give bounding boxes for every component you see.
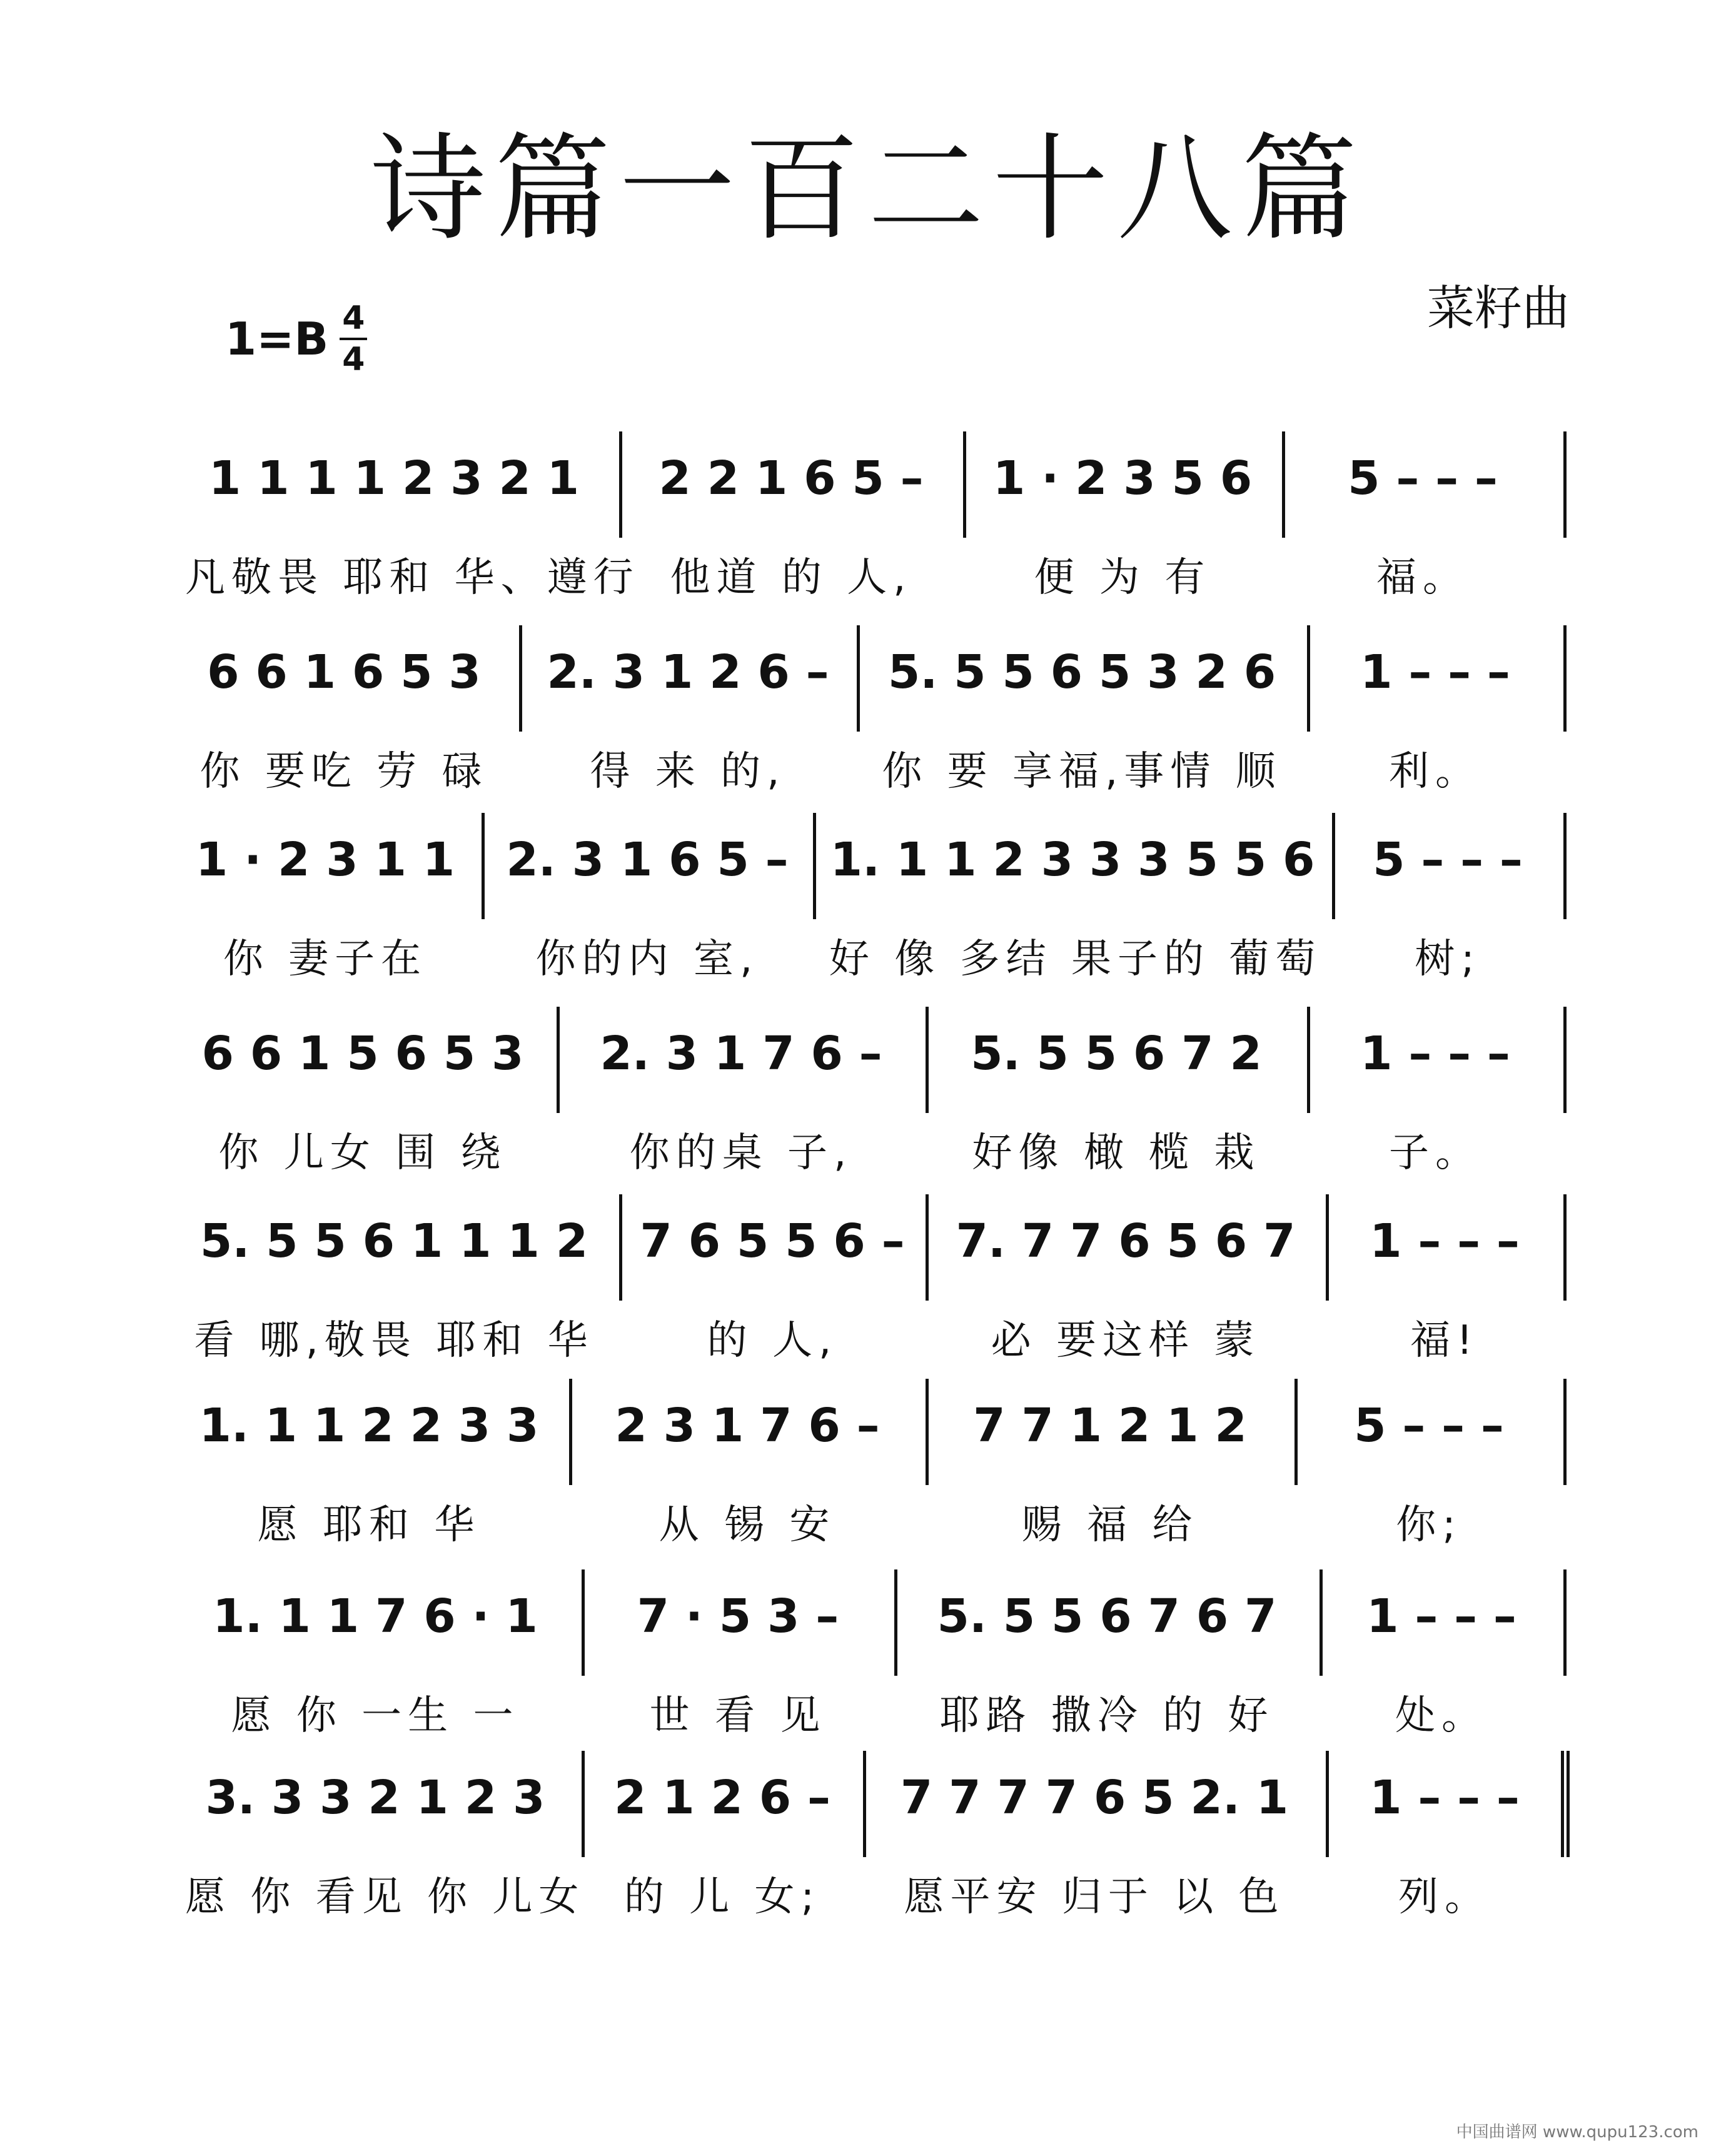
key-label: 1=B — [225, 313, 329, 365]
measure-lyrics: 你 要 享福,事情 顺 — [882, 748, 1282, 795]
final-bar-line — [1561, 1751, 1570, 1857]
measure-notes: 5. 5 5 6 7 6 7 — [937, 1589, 1277, 1643]
composer-credit: 菜籽曲 — [1427, 280, 1570, 336]
measure-lyrics: 看 哪,敬畏 耶和 华 — [194, 1317, 594, 1364]
measure — [1288, 431, 1557, 619]
measure-lyrics: 的 人, — [707, 1317, 838, 1364]
measure — [1313, 1007, 1557, 1194]
measure-notes: 3. 3 3 2 1 2 3 — [205, 1771, 545, 1825]
bar-line — [1563, 1569, 1567, 1676]
bar-line — [582, 1569, 585, 1676]
measure-lyrics: 好 像 多结 果子的 葡萄 — [829, 936, 1322, 982]
measure-notes: 5 – – – — [1348, 451, 1498, 505]
song-title: 诗篇一百二十八篇 — [370, 121, 1366, 256]
bar-line — [926, 1007, 929, 1113]
measure-notes: 5. 5 5 6 5 3 2 6 — [887, 645, 1276, 699]
bar-line — [863, 1751, 866, 1857]
bar-line — [1320, 1569, 1323, 1676]
measure — [175, 1007, 550, 1194]
measure-lyrics: 你的内 室, — [535, 936, 759, 982]
measure-notes: 1 – – – — [1360, 645, 1510, 699]
measure-notes: 1 – – – — [1366, 1589, 1516, 1643]
measure-notes: 1. 1 1 7 6 · 1 — [213, 1589, 538, 1643]
measure-lyrics: 必 要这样 蒙 — [991, 1317, 1261, 1364]
measure-lyrics: 愿 你 一生 一 — [231, 1693, 520, 1739]
bar-line — [619, 1194, 622, 1301]
measure-lyrics: 世 看 见 — [649, 1693, 827, 1739]
bar-line — [1332, 813, 1335, 919]
measure-lyrics: 你; — [1396, 1502, 1462, 1548]
measure-lyrics: 从 锡 安 — [659, 1502, 836, 1548]
bar-line — [519, 625, 522, 732]
bar-line — [1563, 1007, 1567, 1113]
measure — [1313, 625, 1557, 813]
measure — [488, 813, 807, 1000]
score-row-7 — [175, 1569, 1570, 1757]
bar-line — [1563, 1379, 1567, 1485]
time-signature-top: 4 — [342, 300, 365, 337]
measure-lyrics: 你 要吃 劳 碌 — [199, 748, 488, 795]
measure — [175, 1379, 563, 1566]
measure-lyrics: 子。 — [1389, 1130, 1481, 1176]
measure — [625, 1194, 919, 1382]
bar-line — [1326, 1751, 1329, 1857]
measure-notes: 7 7 1 2 1 2 — [973, 1399, 1247, 1453]
measure — [175, 625, 513, 813]
score-row-3 — [175, 813, 1570, 1000]
measure-lyrics: 凡敬畏 耶和 华、遵行 — [185, 555, 640, 601]
measure-lyrics: 得 来 的, — [590, 748, 786, 795]
measure-notes: 5 – – – — [1354, 1399, 1504, 1453]
measure-notes: 2 1 2 6 – — [613, 1771, 830, 1825]
measure-lyrics: 好像 橄 榄 栽 — [972, 1130, 1261, 1176]
score-row-2 — [175, 625, 1570, 813]
score-row-4 — [175, 1007, 1570, 1194]
measure — [1301, 1379, 1557, 1566]
measure-notes: 1 – – – — [1370, 1771, 1520, 1825]
measure-notes: 5 – – – — [1373, 833, 1523, 887]
measure-lyrics: 他道 的 人, — [670, 555, 912, 601]
measure-lyrics: 你 妻子在 — [223, 936, 428, 982]
measure-lyrics: 愿 你 看见 你 儿女 — [185, 1874, 585, 1920]
measure-notes: 1. 1 1 2 3 3 3 5 5 6 — [830, 833, 1315, 887]
score-row-8 — [175, 1751, 1570, 1938]
bar-line — [1307, 625, 1310, 732]
key-signature — [225, 301, 367, 376]
bar-line — [1563, 1194, 1567, 1301]
measure-notes: 7. 7 7 6 5 6 7 — [956, 1214, 1296, 1268]
measure — [175, 431, 640, 619]
measure — [563, 1007, 919, 1194]
measure-notes: 2 3 1 7 6 – — [615, 1399, 880, 1453]
measure-notes: 1 1 1 1 2 3 2 1 — [208, 451, 580, 505]
measure-notes: 5. 5 5 6 7 2 — [971, 1027, 1262, 1081]
measure-notes: 1 – – – — [1360, 1027, 1510, 1081]
measure — [932, 1194, 1320, 1382]
measure — [932, 1007, 1301, 1194]
measure-notes: 7 7 7 7 6 5 2. 1 — [900, 1771, 1289, 1825]
measure-lyrics: 的 儿 女; — [623, 1874, 821, 1920]
measure-lyrics: 愿 耶和 华 — [257, 1502, 481, 1548]
time-signature-divider — [340, 338, 367, 340]
bar-line — [926, 1194, 929, 1301]
measure — [575, 1379, 919, 1566]
measure-lyrics: 你的桌 子, — [629, 1130, 853, 1176]
measure — [525, 625, 850, 813]
measure-notes: 1 – – – — [1370, 1214, 1520, 1268]
site-watermark: 中国曲谱网 www.qupu123.com — [1456, 2123, 1698, 2142]
bar-line — [1294, 1379, 1298, 1485]
measure-lyrics: 列。 — [1398, 1874, 1491, 1920]
measure-notes: 5. 5 5 6 1 1 1 2 — [199, 1214, 588, 1268]
score-row-1 — [175, 431, 1570, 619]
bar-line — [1563, 431, 1567, 538]
measure-notes: 7 6 5 5 6 – — [640, 1214, 905, 1268]
measure — [819, 813, 1326, 1000]
bar-line — [557, 1007, 560, 1113]
measure-notes: 2. 3 1 7 6 – — [600, 1027, 882, 1081]
measure-notes: 1 · 2 3 1 1 — [195, 833, 455, 887]
measure — [1326, 1569, 1557, 1757]
measure — [869, 1751, 1320, 1938]
score-row-5 — [175, 1194, 1570, 1382]
measure — [1332, 1194, 1557, 1382]
bar-line — [857, 625, 860, 732]
measure — [625, 431, 957, 619]
bar-line — [1563, 813, 1567, 919]
measure-notes: 2. 3 1 2 6 – — [547, 645, 829, 699]
bar-line — [813, 813, 816, 919]
measure — [901, 1569, 1313, 1757]
measure-lyrics: 福。 — [1376, 555, 1469, 601]
measure-lyrics: 利。 — [1389, 748, 1481, 795]
measure — [863, 625, 1301, 813]
bar-line — [1563, 625, 1567, 732]
bar-line — [1307, 1007, 1310, 1113]
measure — [175, 813, 475, 1000]
measure-lyrics: 愿平安 归于 以 色 — [904, 1874, 1285, 1920]
measure — [1338, 813, 1557, 1000]
measure — [175, 1569, 575, 1757]
measure — [588, 1569, 888, 1757]
measure-notes: 7 · 5 3 – — [637, 1589, 839, 1643]
measure-lyrics: 福! — [1410, 1317, 1479, 1364]
time-signature-bottom: 4 — [342, 341, 365, 378]
bar-line — [894, 1569, 897, 1676]
measure-notes: 6 6 1 6 5 3 — [207, 645, 481, 699]
measure-notes: 1. 1 1 2 2 3 3 — [199, 1399, 539, 1453]
time-signature — [340, 302, 367, 376]
bar-line — [963, 431, 966, 538]
measure-lyrics: 处。 — [1395, 1693, 1488, 1739]
measure — [588, 1751, 857, 1938]
measure — [932, 1379, 1288, 1566]
measure-notes: 1 · 2 3 5 6 — [992, 451, 1253, 505]
bar-line — [619, 431, 622, 538]
bar-line — [569, 1379, 572, 1485]
measure — [175, 1194, 613, 1382]
measure-lyrics: 便 为 有 — [1034, 555, 1211, 601]
measure-lyrics: 你 儿女 围 绕 — [218, 1130, 507, 1176]
bar-line — [926, 1379, 929, 1485]
measure-lyrics: 耶路 撒冷 的 好 — [939, 1693, 1274, 1739]
measure — [1332, 1751, 1557, 1938]
bar-line — [482, 813, 485, 919]
measure — [969, 431, 1276, 619]
score-row-6 — [175, 1379, 1570, 1566]
measure-notes: 2. 3 1 6 5 – — [506, 833, 789, 887]
bar-line — [582, 1751, 585, 1857]
measure-notes: 6 6 1 5 6 5 3 — [201, 1027, 524, 1081]
bar-line — [1282, 431, 1285, 538]
measure — [175, 1751, 585, 1938]
measure-lyrics: 赐 福 给 — [1021, 1502, 1199, 1548]
bar-line — [1326, 1194, 1329, 1301]
measure-lyrics: 树; — [1415, 936, 1481, 982]
measure-notes: 2 2 1 6 5 – — [659, 451, 924, 505]
